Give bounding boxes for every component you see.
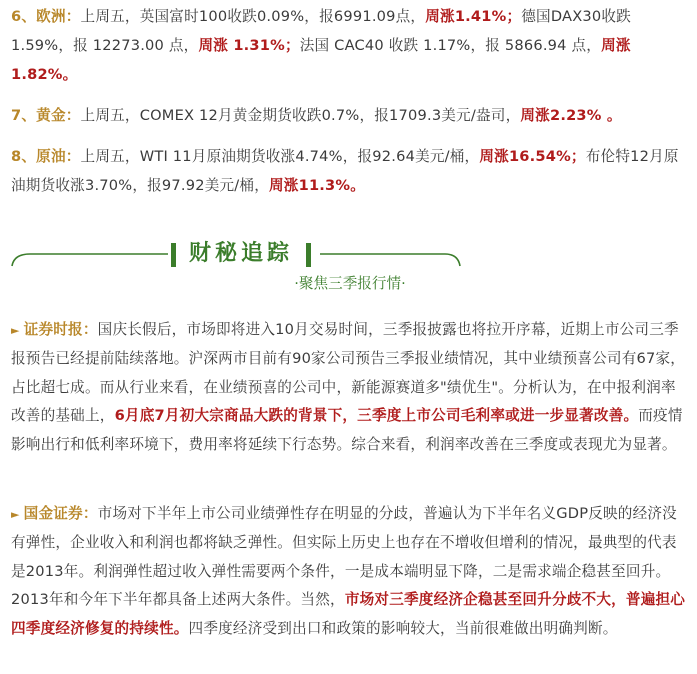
europe-item [11,2,691,89]
paragraph-text: 市场对下半年上市公司业绩弹性存在明显的分歧，普遍认为下半年名义GDP反映的经济没有弹性，企业收入和利润也都将缺乏弹性。但实际上历史上也存在不增收但增利的情况，最典型的代表是2013年。利润弹性超过收入弹性需要两个条件，一是成本端明显下降，二是需求端企稳甚至回升。2013年和今年下半年都具备上述两大条件。当然， [11,505,677,609]
paragraph-source: 国金证券： [23,505,98,522]
item-text: 法国 CAC40 收跌 1.17%，报 5866.94 点， [299,37,602,54]
item-highlight: 周涨1.41%； [425,8,522,25]
paragraph-source: 证券时报： [23,321,98,338]
securities-times-paragraph [11,316,689,459]
item-text: 上周五，英国富时100收跌0.09%，报6991.09点， [80,8,426,25]
paragraph-text: 四季度经济受到出口和政策的影响较大，当前很难做出明确判断。 [188,619,618,637]
oil-item [11,142,691,200]
section-subtitle: ·聚焦三季报行情· [294,275,406,292]
item-text: 布伦特12月原油期货收涨3.70%，报97.92美元/桶， [11,148,679,194]
paragraph-text: 国庆长假后，市场即将进入10月交易时间，三季报披露也将拉开序幕，近期上市公司三季报预告已经提前陆续落地。沪深两市目前有90家公司预告三季报业绩情况，其中业绩预喜公司有67家，占比超七成。而从行业来看，在业绩预喜的公司中，新能源赛道多"绩优生"。分析认为，在中报利润率改善的基础上， [11,321,686,425]
item-category: 黄金： [36,107,81,124]
item-text: 上周五，COMEX 12月黄金期货收跌0.7%，报1709.3美元/盎司， [80,107,521,124]
item-highlight: 周涨16.54%； [479,148,586,165]
item-number: 8、 [11,148,37,165]
paragraph-text: 而疫情影响出行和低利率环境下，费用率将延续下行态势。综合来看，利润率改善在三季度或表现尤为显著。 [11,407,683,453]
paragraph-highlight: 6月底7月初大宗商品大跌的背景下，三季度上市公司毛利率或进一步显著改善。 [114,407,639,425]
item-number: 6、 [11,8,37,25]
triangle-marker-icon: ► [11,508,20,521]
sinolink-paragraph [11,500,689,643]
item-highlight: 周涨 1.31%； [198,37,300,54]
section-header [0,230,697,300]
gold-item [11,101,691,130]
item-highlight: 周涨2.23% 。 [520,107,622,124]
item-highlight: 周涨11.3%。 [269,177,366,194]
item-category: 原油： [36,148,81,165]
triangle-marker-icon: ► [11,324,20,337]
item-number: 7、 [11,107,37,124]
item-category: 欧洲： [36,8,81,25]
item-text: 上周五，WTI 11月原油期货收涨4.74%，报92.64美元/桶， [80,148,480,165]
item-highlight: 周涨1.82%。 [11,37,631,83]
paragraph-highlight: 市场对三季度经济企稳甚至回升分歧不大，普遍担心四季度经济修复的持续性。 [11,591,686,637]
item-text: 德国DAX30收跌1.59%，报 12273.00 点， [11,8,631,54]
section-title: 财秘追踪 [188,241,293,266]
